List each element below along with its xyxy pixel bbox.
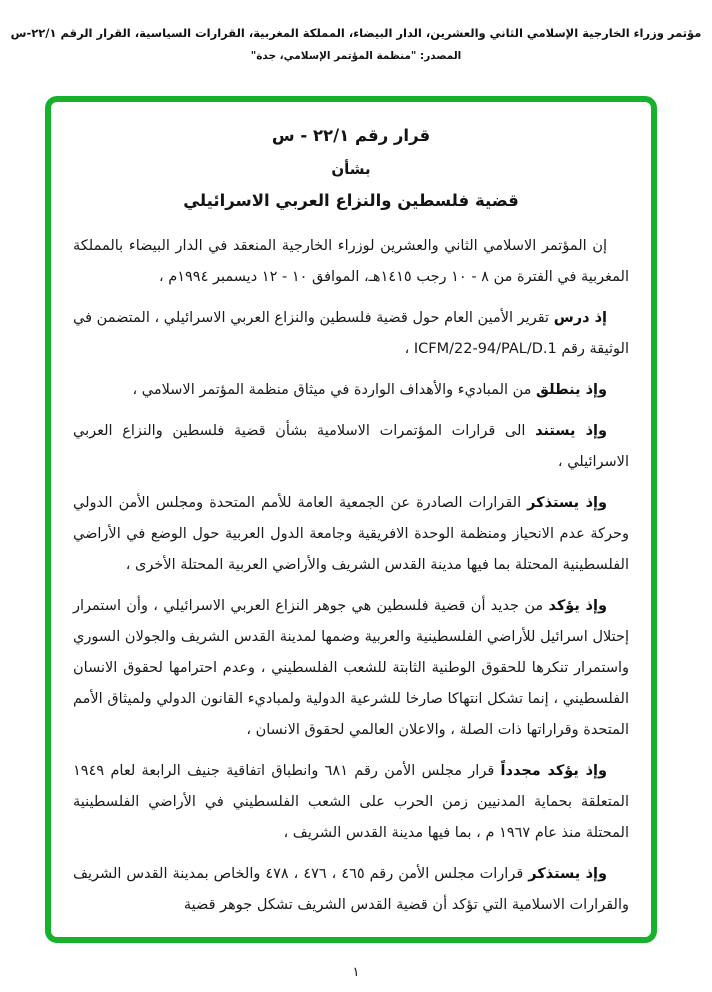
document-frame (45, 96, 657, 943)
paragraph-recalling-jerusalem (73, 859, 629, 921)
paragraph-lead: وإذ يستند (535, 423, 608, 439)
resolution-number: قرار رقم ٢٢/١ - س (271, 126, 431, 145)
resolution-subject: قضية فلسطين والنزاع العربي الاسرائيلي (183, 191, 519, 210)
paragraph-having-studied (73, 303, 629, 365)
paragraph-text: قرارات مجلس الأمن رقم ٤٦٥ ، ٤٧٦ ، ٤٧٨ والخاص بمدينة القدس الشريف والقرارات الاسلامية التي تؤكد أن قضية القدس الشريف تشكل جوهر قضية (73, 866, 629, 913)
paragraph-lead: وإذ يؤكد (548, 598, 607, 614)
paragraph-text: القرارات الصادرة عن الجمعية العامة للأمم المتحدة ومجلس الأمن الدولي وحركة عدم الانحياز ومنظمة الوحدة الافريقية وجامعة الدول العربية حول الوضع في الأراضي الفلسطينية المحتلة بما فيها مدينة القدس الشريف والأراضي العربية المحتلة الأخرى ، (73, 495, 629, 573)
paragraph-text: من المباديء والأهداف الواردة في ميثاق منظمة المؤتمر الاسلامي ، (132, 382, 537, 398)
paragraph-text: تقرير الأمين العام حول قضية فلسطين والنزاع العربي الاسرائيلي ، المتضمن في الوثيقة رقم ICFM/22-94/PAL/D.1 ، (73, 310, 629, 357)
resolution-title-block (73, 126, 629, 210)
paragraph-text: من جديد أن قضية فلسطين هي جوهر النزاع العربي الاسرائيلي ، وأن استمرار إحتلال اسرائيل للأراضي الفلسطينية والعربية وضمها لمدينة القدس الشريف والجولان السوري واستمرار تنكرها للحقوق الوطنية الثابتة للشعب الفلسطيني ، وعدم احترامها لحقوق الانسان الفلسطيني ، إنما تشكل انتهاكا صارخا للشرعية الدولية ولمباديء القانون الدولي ولميثاق الأمم المتحدة وقراراتها ذات الصلة ، والاعلان العالمي لحقوق الانسان ، (73, 598, 629, 738)
paragraph-lead: وإذ ينطلق (536, 382, 607, 398)
paragraph-text: قرار مجلس الأمن رقم ٦٨١ وانطباق اتفاقية جنيف الرابعة لعام ١٩٤٩ المتعلقة بحماية المدنيين زمن الحرب على الشعب الفلسطيني في الأراضي الفلسطينية المحتلة منذ عام ١٩٦٧ م ، بما فيها مدينة القدس الشريف ، (73, 763, 629, 841)
header-source-line: مؤتمر وزراء الخارجية الإسلامي الثاني والعشرين، الدار البيضاء، المملكة المغربية، القرارات السياسية، القرار الرقم ٢٢/١-س (10, 26, 702, 40)
paragraph-text: إن المؤتمر الاسلامي الثاني والعشرين لوزراء الخارجية المنعقد في الدار البيضاء بالمملكة المغربية في الفترة من ٨ - ١٠ رجب ١٤١٥هـ، الموافق ١٠ - ١٢ ديسمبر ١٩٩٤م ، (73, 238, 629, 285)
page-number: ١ (352, 965, 360, 980)
paragraph-lead: وإذ يؤكد مجدداً (500, 763, 607, 779)
resolution-regarding: بشأن (331, 160, 371, 178)
paragraph-lead: إذ درس (553, 310, 608, 326)
paragraph-lead: وإذ يستذكر (528, 866, 608, 882)
header-publisher-line: المصدر: "منظمة المؤتمر الإسلامي، جدة" (250, 50, 462, 62)
paragraph-reaffirming-681 (73, 756, 629, 849)
page-header (0, 26, 712, 62)
paragraph-lead: وإذ يستذكر (527, 495, 608, 511)
paragraph-recalling-resolutions (73, 488, 629, 581)
paragraph-text: الى قرارات المؤتمرات الاسلامية بشأن قضية فلسطين والنزاع العربي الاسرائيلي ، (73, 423, 629, 470)
paragraph-proceeding-from (73, 375, 629, 406)
paragraph-reaffirming-core (73, 591, 629, 746)
document-body (73, 231, 629, 921)
page-footer (0, 965, 712, 980)
paragraph-based-on (73, 416, 629, 478)
paragraph-preamble (73, 231, 629, 293)
